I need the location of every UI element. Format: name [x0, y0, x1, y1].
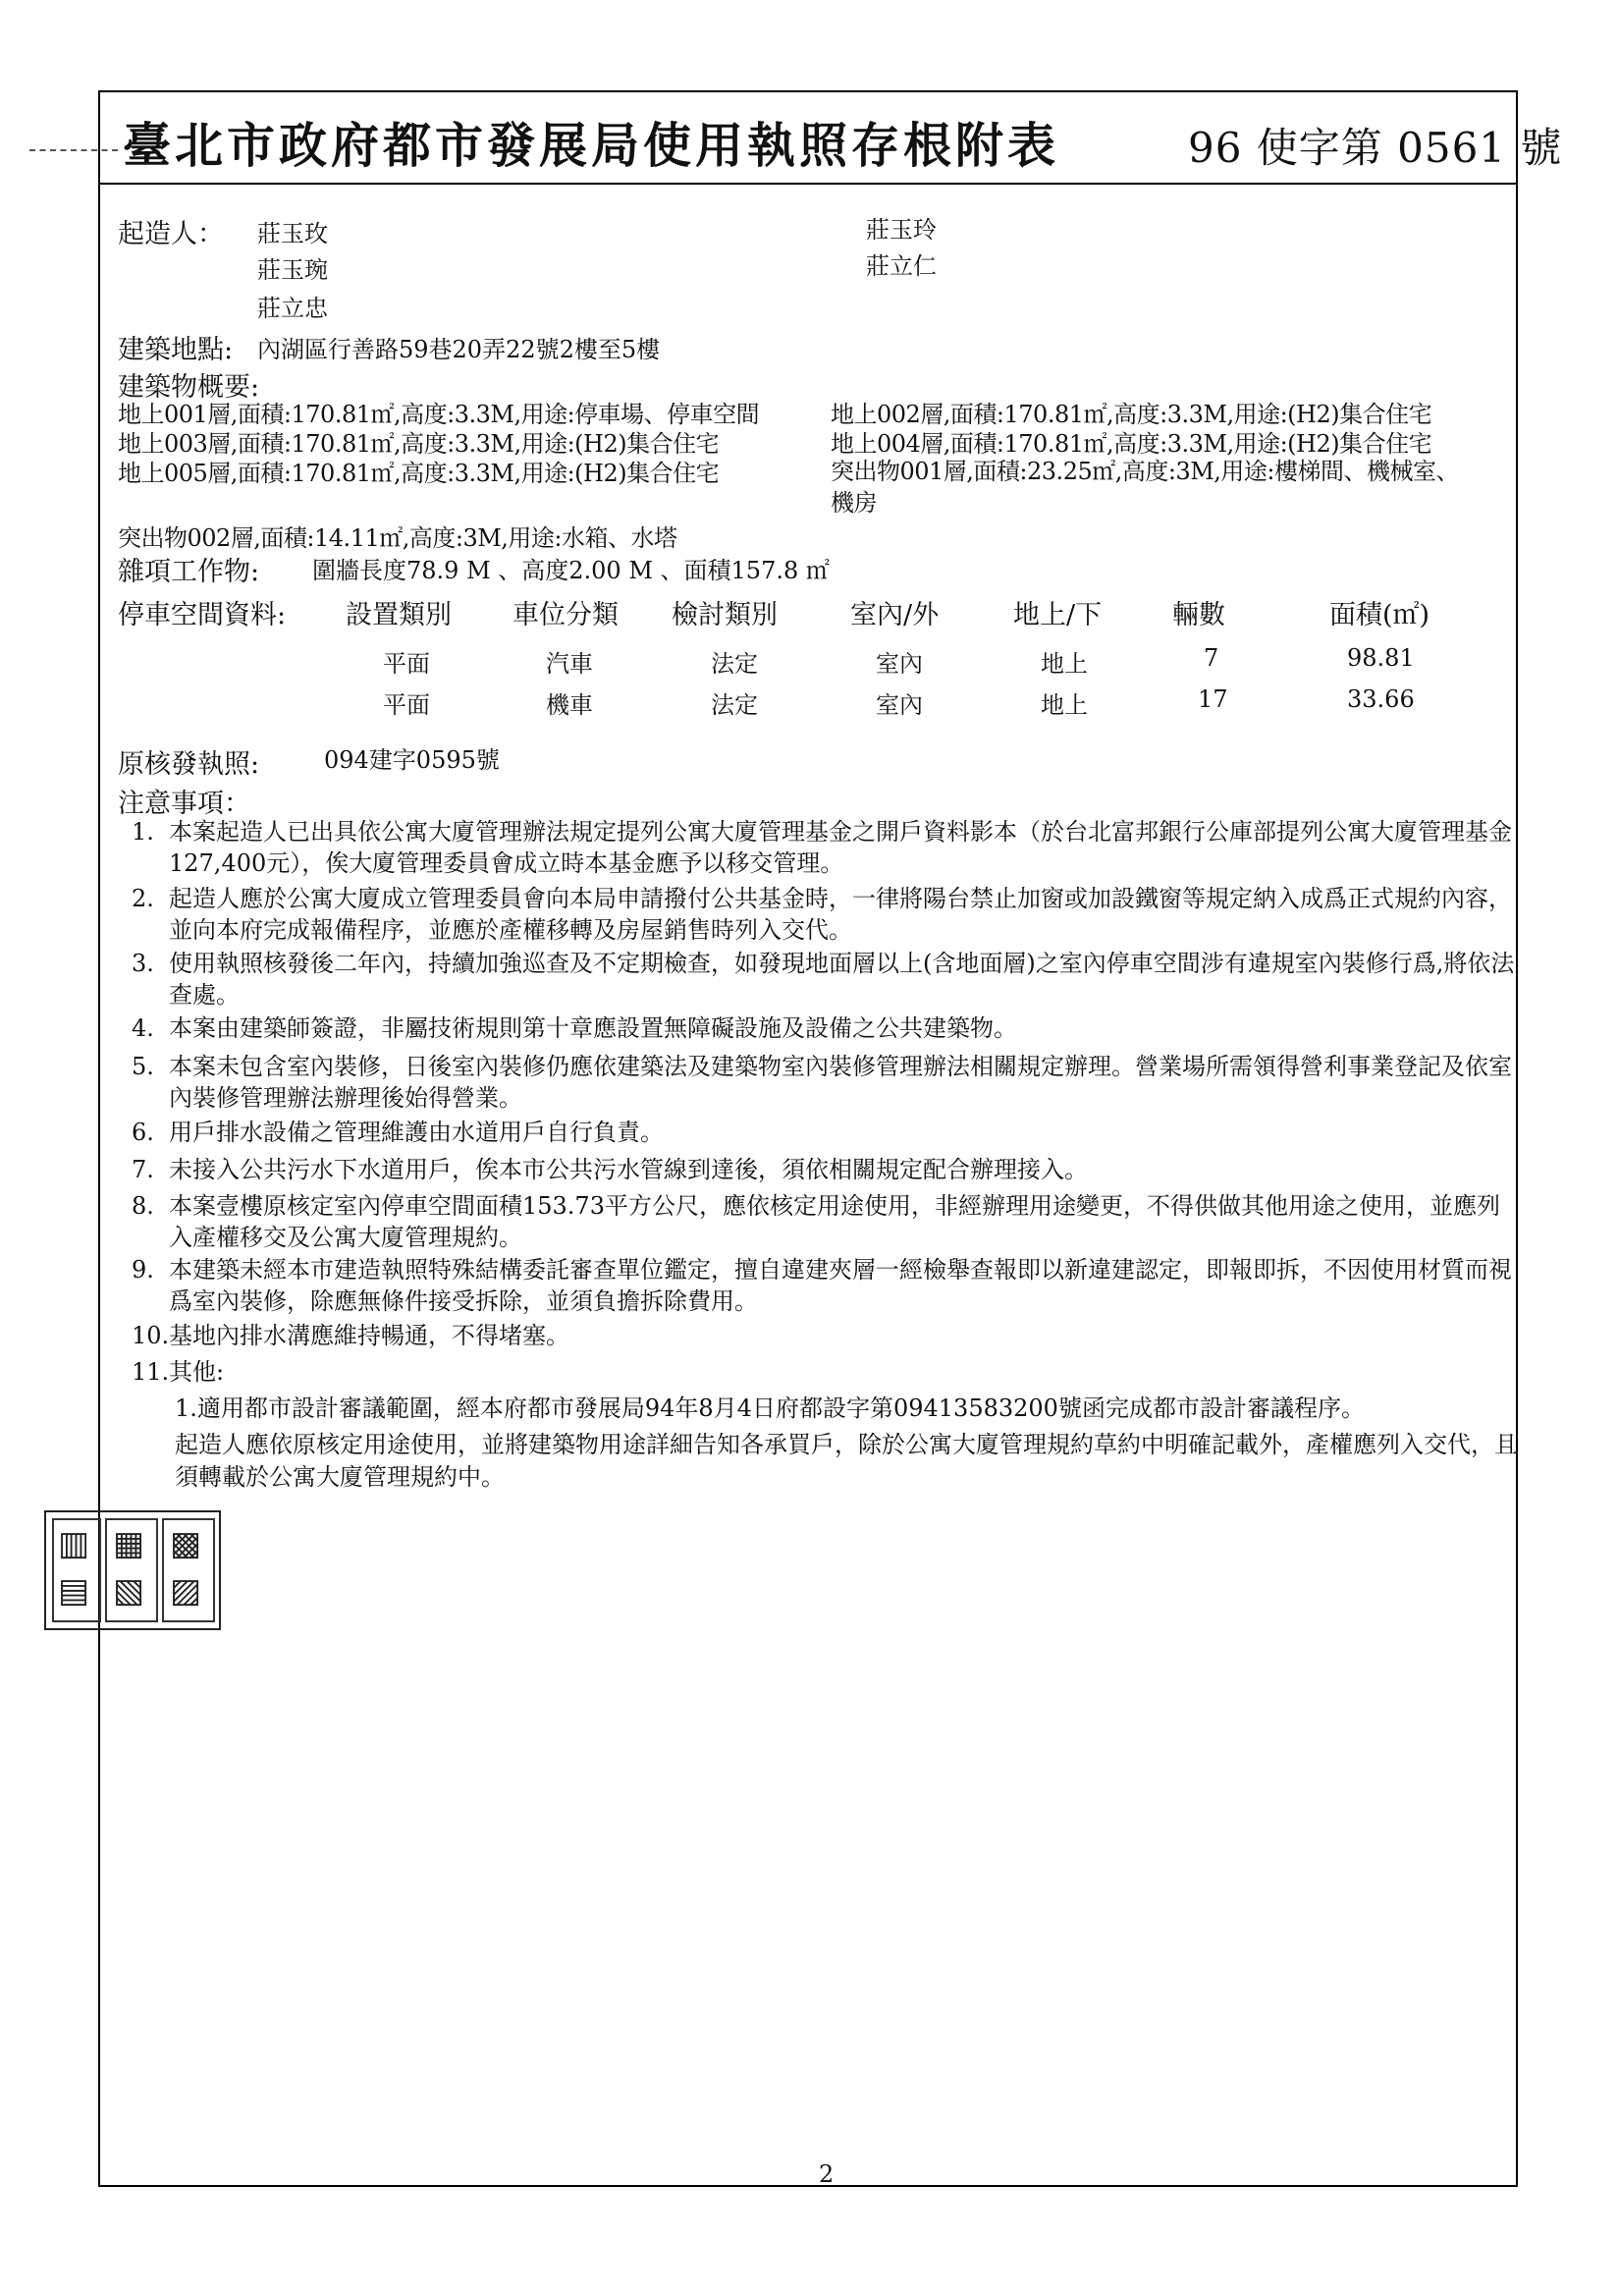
misc-works-label: 雜項工作物:	[118, 557, 260, 587]
note-text: 本案未包含室內裝修，日後室內裝修仍應依建築法及建築物室內裝修管理辦法相關規定辦理。營業場所需領得營利事業登記及依室內裝修管理辦法辦理後始得營業。	[169, 1053, 1512, 1112]
note-text: 基地內排水溝應維持暢通，不得堵塞。	[169, 1322, 569, 1349]
floor-entry: 地上004層,面積:170.81㎡,高度:3.3M,用途:(H2)集合住宅	[831, 430, 1432, 458]
note-item	[132, 1117, 1522, 1148]
floor-entry: 機房	[831, 489, 877, 517]
note-item	[132, 1051, 1522, 1114]
parking-header: 面積(㎡)	[1329, 600, 1430, 630]
floor-entry: 地上002層,面積:170.81㎡,高度:3.3M,用途:(H2)集合住宅	[831, 401, 1432, 428]
parking-header: 設置類別	[346, 600, 452, 630]
note-number: 2.	[132, 885, 154, 912]
note-text: 本案壹樓原核定室內停車空間面積153.73平方公尺，應依核定用途使用，非經辦理用途變更，不得供做其他用途之使用，並應列入產權移交及公寓大廈管理規約。	[169, 1192, 1500, 1251]
permit-number: 96 使字第 0561 號	[1188, 124, 1563, 172]
note-item	[132, 1154, 1522, 1185]
applicant-name: 莊玉玲	[866, 216, 937, 244]
parking-cell: 17	[1198, 685, 1228, 713]
applicants-label: 起造人：	[118, 219, 224, 249]
parking-cell: 汽車	[546, 650, 593, 678]
note-number: 3.	[132, 950, 154, 977]
note-number: 6.	[132, 1119, 154, 1146]
note-item	[132, 1320, 1522, 1351]
other-note: 1.適用都市設計審議範圍，經本府都市發展局94年8月4日府都設字第09413583200號函完成都市設計審議程序。	[175, 1394, 1365, 1422]
applicant-name: 莊立仁	[866, 252, 937, 280]
note-text: 其他:	[169, 1358, 225, 1386]
parking-cell: 33.66	[1347, 685, 1415, 713]
document-title: 臺北市政府都市發展局使用執照存根附表	[123, 117, 1060, 174]
note-text: 用戶排水設備之管理維護由水道用戶自行負責。	[169, 1119, 664, 1146]
floor-entry: 地上003層,面積:170.81㎡,高度:3.3M,用途:(H2)集合住宅	[118, 430, 720, 458]
note-item	[132, 948, 1522, 1011]
building-summary-label: 建築物概要:	[118, 372, 260, 403]
parking-cell: 法定	[711, 650, 758, 678]
applicant-name: 莊立忠	[257, 295, 328, 322]
note-text: 本案起造人已出具依公寓大廈管理辦法規定提列公寓大廈管理基金之開戶資料影本（於台北富邦銀行公庫部提列公寓大廈管理基金127,400元），俟大廈管理委員會成立時本基金應予以移交管理。	[169, 818, 1512, 877]
original-permit-label: 原核發執照:	[118, 749, 260, 780]
misc-works-value: 圍牆長度78.9 M 、高度2.00 M 、面積157.8 ㎡	[312, 557, 830, 584]
note-number: 11.	[132, 1358, 170, 1386]
note-number: 7.	[132, 1156, 154, 1183]
applicant-name: 莊玉玫	[257, 220, 328, 247]
location-label: 建築地點:	[118, 335, 234, 365]
parking-cell: 室內	[876, 650, 923, 678]
note-item	[132, 883, 1522, 946]
note-number: 5.	[132, 1053, 154, 1080]
parking-label: 停車空間資料:	[118, 600, 287, 630]
note-number: 10.	[132, 1322, 170, 1349]
official-seal-stamp: ▥ ▤ ▦ ▧ ▩ ▨	[44, 1510, 221, 1630]
parking-cell: 98.81	[1347, 644, 1415, 672]
note-item	[132, 1356, 1522, 1388]
parking-cell: 平面	[383, 650, 430, 678]
page-number: 2	[819, 2160, 835, 2188]
note-number: 9.	[132, 1256, 154, 1284]
other-note: 起造人應依原核定用途使用，並將建築物用途詳細告知各承買戶，除於公寓大廈管理規約草約中明確記載外，產權應列入交代，且須轉載於公寓大廈管理規約中。	[175, 1431, 1518, 1491]
floor-entry: 地上005層,面積:170.81㎡,高度:3.3M,用途:(H2)集合住宅	[118, 460, 720, 487]
note-item	[132, 1190, 1522, 1253]
note-text: 起造人應於公寓大廈成立管理委員會向本局申請撥付公共基金時，一律將陽台禁止加窗或加設鐵窗等規定納入成爲正式規約內容，並向本府完成報備程序，並應於產權移轉及房屋銷售時列入交代。	[169, 885, 1512, 944]
parking-cell: 7	[1204, 644, 1219, 672]
note-number: 8.	[132, 1192, 154, 1220]
parking-cell: 地上	[1041, 691, 1088, 719]
note-text: 本案由建築師簽證，非屬技術規則第十章應設置無障礙設施及設備之公共建築物。	[169, 1014, 1017, 1042]
note-text: 使用執照核發後二年內，持續加強巡查及不定期檢查，如發現地面層以上(含地面層)之室內停車空間涉有違規室內裝修行爲,將依法查處。	[169, 950, 1515, 1009]
location-value: 內湖區行善路59巷20弄22號2樓至5樓	[257, 336, 661, 363]
parking-header: 室內/外	[850, 600, 940, 630]
note-text: 未接入公共污水下水道用戶，俟本市公共污水管線到達後，須依相關規定配合辦理接入。	[169, 1156, 1088, 1183]
parking-cell: 地上	[1041, 650, 1088, 678]
note-item	[132, 1012, 1522, 1044]
parking-cell: 室內	[876, 691, 923, 719]
parking-cell: 平面	[383, 691, 430, 719]
parking-header: 檢討類別	[672, 600, 778, 630]
note-text: 本建築未經本市建造執照特殊結構委託審查單位鑑定，擅自違建夾層一經檢舉查報即以新違建認定，即報即拆，不因使用材質而視爲室內裝修，除應無條件接受拆除，並須負擔拆除費用。	[169, 1256, 1512, 1315]
floor-entry: 突出物002層,面積:14.11㎡,高度:3M,用途:水箱、水塔	[118, 524, 677, 552]
parking-header: 輛數	[1172, 600, 1225, 630]
note-item	[132, 816, 1522, 879]
floor-entry: 突出物001層,面積:23.25㎡,高度:3M,用途:樓梯間、機械室、	[831, 458, 1460, 485]
parking-cell: 機車	[546, 691, 593, 719]
parking-header: 車位分類	[512, 600, 619, 630]
parking-cell: 法定	[711, 691, 758, 719]
floor-entry: 地上001層,面積:170.81㎡,高度:3.3M,用途:停車場、停車空間	[118, 401, 760, 428]
note-number: 1.	[132, 818, 154, 846]
note-number: 4.	[132, 1014, 154, 1042]
parking-header: 地上/下	[1013, 600, 1103, 630]
original-permit-value: 094建字0595號	[324, 746, 500, 774]
header-divider	[98, 183, 1518, 185]
note-item	[132, 1254, 1522, 1317]
applicant-name: 莊玉琬	[257, 256, 328, 284]
notes-label: 注意事項：	[118, 789, 250, 819]
